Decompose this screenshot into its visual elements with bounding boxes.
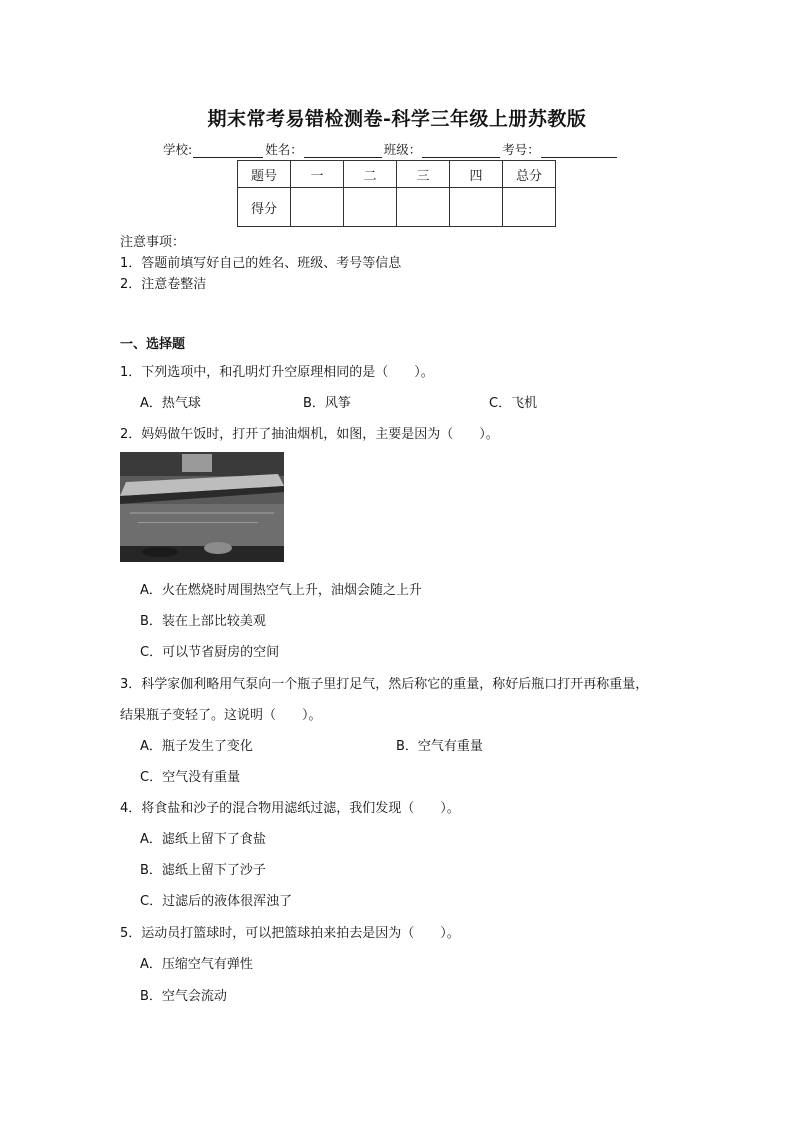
- option[interactable]: B．空气有重量: [396, 739, 483, 754]
- option[interactable]: C．过滤后的液体很浑浊了: [140, 894, 293, 909]
- option[interactable]: C．空气没有重量: [140, 770, 241, 785]
- student-info-line: [163, 140, 619, 158]
- question-stem: 4．将食盐和沙子的混合物用滤纸过滤，我们发现（ ）。: [120, 801, 460, 816]
- note-item: 2．注意卷整洁: [120, 277, 207, 292]
- score-header-cell: 总分: [503, 161, 556, 188]
- name-label: 姓名：: [265, 142, 303, 157]
- score-header-cell: 一: [291, 161, 344, 188]
- score-row-label: 得分: [238, 188, 291, 227]
- question-stem: 5．运动员打篮球时，可以把篮球拍来拍去是因为（ ）。: [120, 926, 460, 941]
- score-header-cell: 四: [450, 161, 503, 188]
- school-label: 学校:: [163, 142, 193, 157]
- score-cell[interactable]: [344, 188, 397, 227]
- page-title: 期末常考易错检测卷-科学三年级上册苏教版: [207, 108, 587, 130]
- question-stem: 3．科学家伽利略用气泵向一个瓶子里打足气，然后称它的重量，称好后瓶口打开再称重量，: [120, 677, 649, 692]
- option[interactable]: B．装在上部比较美观: [140, 614, 266, 629]
- option[interactable]: A．滤纸上留下了食盐: [140, 832, 266, 847]
- score-cell[interactable]: [291, 188, 344, 227]
- notes-heading: 注意事项：: [120, 235, 186, 250]
- note-item: 1．答题前填写好自己的姓名、班级、考号等信息: [120, 256, 402, 271]
- score-cell[interactable]: [450, 188, 503, 227]
- score-header-cell: 三: [397, 161, 450, 188]
- option[interactable]: B．滤纸上留下了沙子: [140, 863, 266, 878]
- section-heading: 一、选择题: [120, 337, 186, 352]
- question-stem: 1．下列选项中，和孔明灯升空原理相同的是（ ）。: [120, 365, 434, 380]
- class-label: 班级：: [383, 142, 422, 157]
- range-hood-image: [120, 452, 284, 562]
- range-hood-photo: [120, 452, 284, 562]
- school-blank[interactable]: [193, 144, 263, 158]
- score-cell[interactable]: [503, 188, 556, 227]
- exam-no-blank[interactable]: [541, 144, 617, 158]
- option[interactable]: A．热气球: [140, 396, 201, 411]
- name-blank[interactable]: [304, 144, 382, 158]
- question-stem: 2．妈妈做午饭时，打开了抽油烟机，如图，主要是因为（ ）。: [120, 427, 499, 442]
- score-table-score-row: [238, 188, 556, 227]
- score-header-cell: 二: [344, 161, 397, 188]
- option[interactable]: A．压缩空气有弹性: [140, 957, 253, 972]
- class-blank[interactable]: [422, 144, 500, 158]
- option[interactable]: B．风筝: [303, 396, 351, 411]
- score-table: [237, 160, 556, 227]
- option[interactable]: C．飞机: [489, 396, 538, 411]
- score-table-header-row: [238, 161, 556, 188]
- option[interactable]: A．火在燃烧时周围热空气上升，油烟会随之上升: [140, 583, 422, 598]
- option[interactable]: A．瓶子发生了变化: [140, 739, 253, 754]
- score-cell[interactable]: [397, 188, 450, 227]
- score-header-cell: 题号: [238, 161, 291, 188]
- question-stem-continued: 结果瓶子变轻了。这说明（ ）。: [120, 708, 322, 723]
- exam-no-label: 考号：: [502, 142, 540, 157]
- option[interactable]: B．空气会流动: [140, 989, 227, 1004]
- option[interactable]: C．可以节省厨房的空间: [140, 645, 280, 660]
